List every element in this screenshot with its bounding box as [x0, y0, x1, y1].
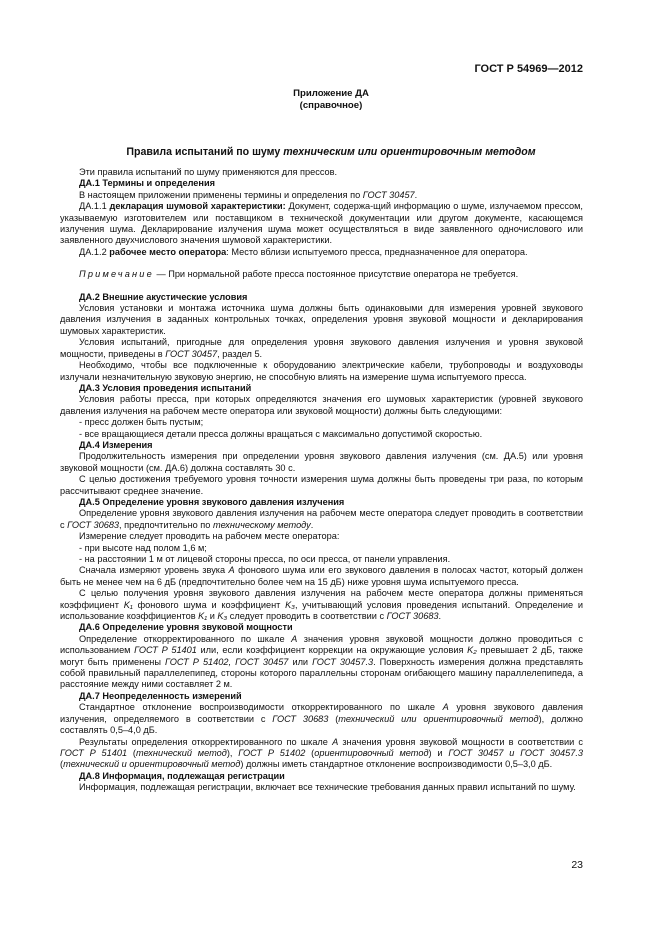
text-run: ДА.1 Термины и определения — [79, 178, 215, 189]
paragraph — [60, 303, 583, 337]
text-run: — При нормальной работе пресса постоянное присутствие оператора не требуется. — [153, 269, 519, 280]
section-title — [0, 146, 662, 158]
section-heading — [60, 691, 583, 702]
text-run: фонового шума или его звукового давления в полосах частот, который должен быть не менее чем на 6 дБ (предпочтительно более чем на 15 дБ) ниже уровня шума испытуемого пресса. — [60, 565, 583, 587]
text-run: ГОСТ 30457 и ГОСТ 30457.3 — [448, 747, 584, 758]
text-run: и — [207, 611, 218, 622]
text-run: Документ, содержа-щий информацию о шуме, излучаемом прессом, указываемую изготовителем или поставщиком в технической документации или другом документе, касающемся излучения шума. Декларирование излучения шума может осуществляться в виде заявленного одночислового или заявленного двухчислового значения шумовой характеристики. — [60, 201, 583, 246]
text-run: K₃ — [285, 599, 295, 610]
text-run: или, если коэффициент коррекции на окружающие условия — [196, 645, 468, 656]
paragraph — [60, 782, 583, 793]
text-run: ориентировочный метод — [314, 747, 429, 758]
paragraph — [60, 190, 583, 201]
text-run: декларация шумовой характеристики: — [109, 201, 286, 212]
text-run: ГОСТ Р 51402, ГОСТ 30457 — [165, 656, 289, 667]
text-run: технический и ориентировочный метод — [63, 759, 241, 770]
paragraph — [60, 429, 583, 440]
text-run: , учитывающий условия проведения испытаний. Определение и использование коэффициентов — [60, 599, 583, 622]
text-run: ), — [226, 747, 239, 758]
text-run: ГОСТ 30683 — [272, 713, 329, 724]
text-run: Условия испытаний, пригодные для определения уровня звукового давления излучения и уровня звуковой мощности, приведены в — [60, 337, 583, 359]
text-run: А — [332, 736, 339, 747]
text-run: ДА.8 Информация, подлежащая регистрации — [79, 770, 285, 781]
document-body — [60, 167, 583, 794]
text-run: Результаты определения откорректированного по шкале — [79, 736, 333, 747]
text-run: ДА.4 Измерения — [79, 439, 153, 450]
text-run: ) должны иметь стандартное отклонение воспроизводимости 0,5–3,0 дБ. — [240, 759, 553, 770]
text-run: K₁ — [123, 599, 133, 610]
section-heading — [60, 440, 583, 451]
text-run: Необходимо, чтобы все подключенные к оборудованию электрические кабели, трубопроводы и воздуховоды излучали незначительную звуковую энергию, не способную влиять на измерение шума испытуемого пресса. — [60, 360, 583, 382]
text-run: . — [310, 519, 314, 530]
text-run: Измерение следует проводить на рабочем месте оператора: — [79, 531, 340, 542]
text-run: , предпочтительно по — [119, 519, 213, 530]
text-run: ДА.7 Неопределенность измерений — [79, 690, 242, 701]
paragraph — [60, 417, 583, 428]
text-run: А — [291, 633, 298, 644]
text-run: Определение уровня звукового давления излучения на рабочем месте оператора следует проводить в соответствии с — [60, 508, 583, 530]
text-run: уровня звукового давления излучения, определяемого в соответствии с — [60, 702, 583, 724]
text-run: ГОСТ Р 51402 — [238, 747, 306, 758]
text-run: превышает 2 дБ, также могут быть применены — [60, 645, 584, 667]
text-run: Примечание — [79, 269, 154, 280]
text-run: Определение откорректированного по шкале — [79, 633, 292, 644]
text-run: ГОСТ Р 51401 — [60, 747, 128, 758]
text-run: Условия установки и монтажа источника шума должны быть одинаковыми для измерения уровней звукового давления излучения в заданных контрольных точках, определения уровня звуковой мощности и декларирования шумовых характеристик. — [60, 303, 583, 336]
text-run: ( — [127, 747, 136, 758]
text-run: ДА.6 Определение уровня звуковой мощности — [79, 622, 293, 633]
text-run: ( — [60, 759, 64, 770]
text-run: ( — [305, 747, 315, 758]
text-run: А — [442, 702, 449, 713]
paragraph — [60, 451, 583, 474]
text-run: значения уровня звуковой мощности в соответствии с — [338, 736, 583, 747]
paragraph — [60, 554, 583, 565]
section-heading — [60, 383, 583, 394]
section-heading — [60, 292, 583, 303]
text-run: или — [288, 656, 313, 667]
text-run: технический или ориентировочный метод — [338, 713, 539, 724]
text-run: ДА.1.1 — [79, 201, 110, 212]
text-run: ) и — [428, 747, 449, 758]
paragraph — [60, 247, 583, 258]
text-run: ГОСТ 30457 — [362, 189, 415, 200]
text-run: . — [438, 611, 442, 622]
paragraph — [60, 588, 583, 622]
section-heading — [60, 497, 583, 508]
text-run: Условия работы пресса, при которых определяются значения его шумовых характеристик (уровней звукового давления излучения на рабочем месте оператора или звуковой мощности) должны быть следующими: — [60, 394, 583, 416]
paragraph — [60, 167, 583, 178]
text-run: следует проводить в соответствии с — [227, 611, 387, 622]
text-run: Сначала измеряют уровень звука — [79, 565, 229, 576]
title-italic: техническим или ориентировочным методом — [283, 146, 536, 158]
text-run: - все вращающиеся детали пресса должны вращаться с максимально допустимой скоростью. — [79, 428, 483, 439]
text-run: ГОСТ 30683 — [386, 611, 439, 622]
text-run: фонового шума и коэффициент — [132, 599, 286, 610]
paragraph — [60, 474, 583, 497]
text-run: . Поверхность измерения должна представлять собой правильный параллелепипед, стороны которого параллельны сторонам огибающего машину параллелепипеда, а расстояние между ними составляет 2 м. — [60, 656, 583, 690]
text-run: ( — [328, 713, 339, 724]
text-run: , раздел 5. — [217, 348, 263, 359]
text-run: K₂ — [467, 645, 477, 656]
text-run: технический метод — [135, 747, 227, 758]
title-plain: Правила испытаний по шуму — [126, 146, 284, 158]
paragraph — [60, 543, 583, 554]
text-run: ГОСТ Р 51401 — [134, 645, 197, 656]
text-run: Эти правила испытаний по шуму применяются для прессов. — [79, 167, 338, 177]
paragraph — [60, 337, 583, 360]
text-run: ДА.1.2 — [79, 246, 110, 257]
text-run: . — [414, 189, 418, 200]
text-run: ), должно составлять 0,5–4,0 дБ. — [60, 713, 583, 736]
text-run: В настоящем приложении применены термины и определения по — [79, 189, 363, 200]
text-run: ГОСТ 30457.3 — [312, 656, 374, 667]
text-run: ДА.5 Определение уровня звукового давления излучения — [79, 496, 345, 507]
text-run: - на расстоянии 1 м от лицевой стороны пресса, по оси пресса, от панели управления. — [79, 554, 451, 564]
section-heading — [60, 178, 583, 189]
paragraph — [60, 565, 583, 588]
text-run: рабочее место оператора — [109, 246, 227, 257]
paragraph — [60, 508, 583, 531]
page-number: 23 — [571, 859, 583, 871]
text-run: K₁ — [198, 611, 208, 622]
section-heading — [60, 771, 583, 782]
text-run: : Место вблизи испытуемого пресса, предназначенное для оператора. — [226, 246, 528, 257]
paragraph — [60, 634, 583, 691]
text-run: ДА.3 Условия проведения испытаний — [79, 382, 252, 393]
paragraph — [60, 531, 583, 542]
text-run: ГОСТ 30457 — [165, 348, 218, 359]
text-run: Стандартное отклонение воспроизводимости откорректированного по шкале — [79, 702, 443, 713]
text-run: Продолжительность измерения при определении уровня звукового давления излучения (см. ДА.5) или уровня звуковой мощности (см. ДА.6) должна составлять 30 с. — [60, 451, 583, 473]
text-run: С целью достижения требуемого уровня точности измерения шума должны быть проведены три раза, по которым рассчитывают среднее значение. — [60, 474, 583, 496]
note-paragraph — [60, 269, 583, 280]
text-run: значения уровня звуковой мощности должно проводиться с использованием — [60, 633, 583, 656]
text-run: K₃ — [217, 611, 228, 622]
section-heading — [60, 622, 583, 633]
text-run: Информация, подлежащая регистрации, включает все технические требования данных правил испытаний по шуму. — [79, 782, 576, 793]
appendix-heading — [0, 88, 662, 112]
text-run: техническому методу — [212, 519, 311, 530]
paragraph — [60, 201, 583, 247]
text-run: ГОСТ 30683 — [67, 519, 120, 530]
text-run: - пресс должен быть пустым; — [79, 417, 204, 428]
appendix-title: Приложение ДА — [293, 88, 369, 99]
text-run: - при высоте над полом 1,6 м; — [79, 542, 207, 553]
text-run: ДА.2 Внешние акустические условия — [79, 291, 248, 302]
document-standard-number: ГОСТ Р 54969—2012 — [474, 63, 583, 75]
paragraph — [60, 360, 583, 383]
paragraph — [60, 394, 583, 417]
paragraph — [60, 737, 583, 771]
appendix-subtitle: (справочное) — [299, 100, 363, 111]
text-run: С целью получения уровня звукового давления излучения на рабочем месте оператора должны применяться коэффициент — [60, 588, 583, 610]
paragraph — [60, 702, 583, 736]
text-run: А — [228, 565, 235, 576]
